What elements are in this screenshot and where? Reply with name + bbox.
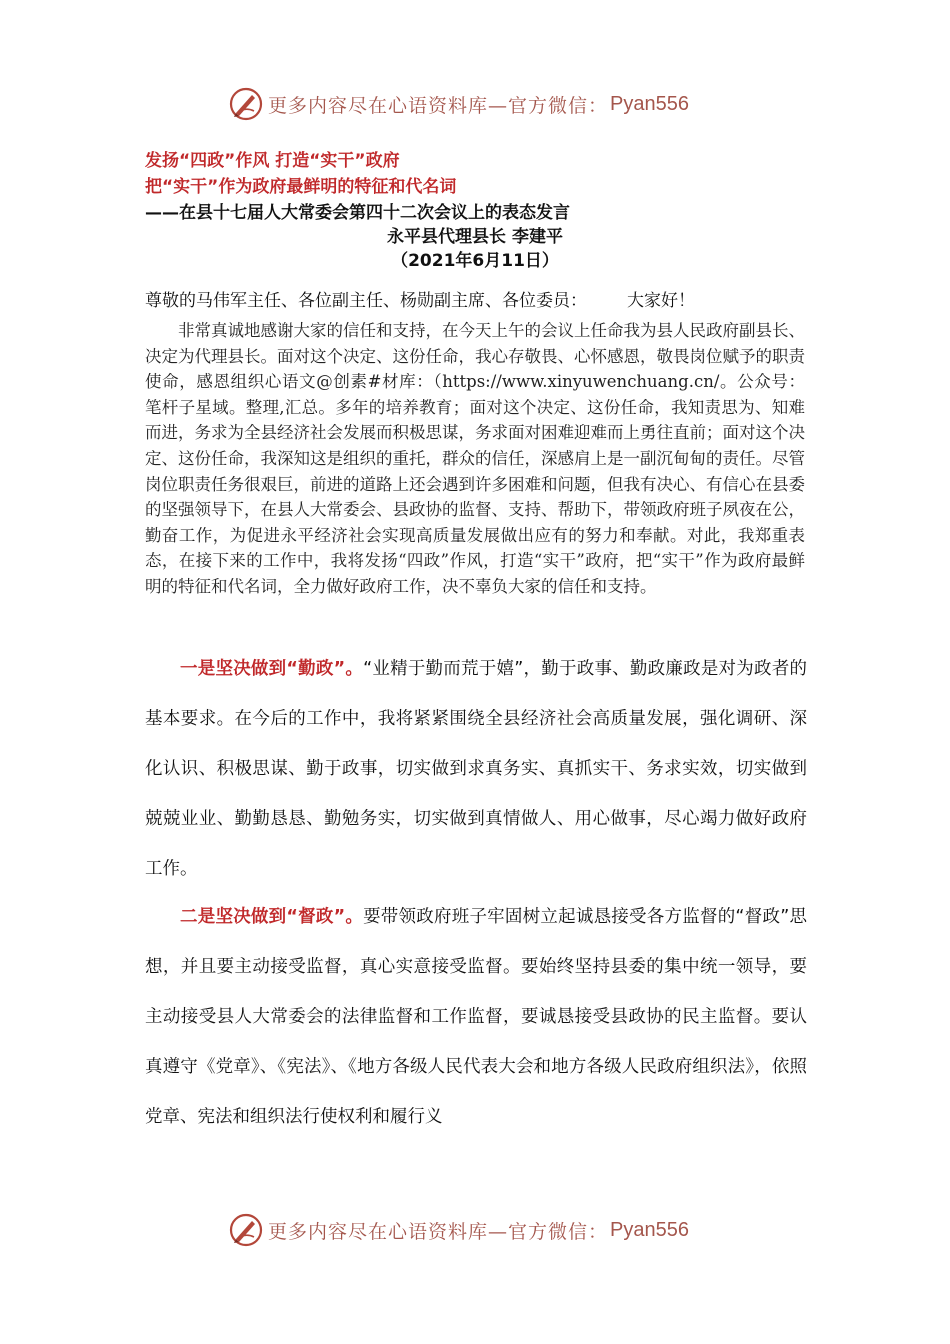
pen-logo-icon (228, 1212, 264, 1248)
pen-logo-icon (228, 86, 264, 122)
section-1-lead: 一是坚决做到“勤政”。 (180, 659, 364, 679)
footer-banner (228, 1210, 728, 1250)
section-2-body: 要带领政府班子牢固树立起诚恳接受各方监督的“督政”思想，并且要主动接受监督，真心实意接受监督。要始终坚持县委的集中统一领导，要主动接受县人大常委会的法律监督和工作监督，要诚恳接受县政协的民主监督。要认真遵守《党章》、《宪法》、《地方各级人民代表大会和地方各级人民政府组织法》，依照党章、宪法和组织法行使权利和履行义 (145, 907, 807, 1127)
section-1-body: “业精于勤而荒于嬉”，勤于政事、勤政廉政是对为政者的基本要求。在今后的工作中，我将紧紧围绕全县经济社会高质量发展，强化调研、深化认识、积极思谋、勤于政事，切实做到求真务实、真抓实干、务求实效，切实做到兢兢业业、勤勤恳恳、勤勉务实，切实做到真情做人、用心做事，尽心竭力做好政府工作。 (145, 659, 807, 879)
subtitle: ——在县十七届人大常委会第四十二次会议上的表态发言 (145, 203, 570, 223)
greeting (145, 286, 695, 311)
banner-text: 更多内容尽在心语资料库—官方微信： (268, 94, 609, 117)
paragraph-intro: 非常真诚地感谢大家的信任和支持，在今天上午的会议上任命我为县人民政府副县长、决定为代理县长。面对这个决定、这份任命，我心存敬畏、心怀感恩，敬畏岗位赋予的职责使命，感恩组织心语文@创素#材库：（https://www.xinyuwenchuang.cn/。公众号：笔杆子星域。整理,汇总。多年的培养教育；面对这个决定、这份任命，我知责思为、知难而进，务求为全县经济社会发展而积极思谋，务求面对困难迎难而上勇往直前；面对这个决定、这份任命，我深知这是组织的重托，群众的信任，深感肩上是一副沉甸甸的责任。尽管岗位职责任务很艰巨，前进的道路上还会遇到许多困难和问题，但我有决心、有信心在县委的坚强领导下，在县人大常委会、县政协的监督、支持、帮助下，带领政府班子夙夜在公，勤奋工作，为促进永平经济社会实现高质量发展做出应有的努力和奉献。对此，我郑重表态，在接下来的工作中，我将发扬“四政”作风，打造“实干”政府，把“实干”作为政府最鲜明的特征和代名词，全力做好政府工作，决不辜负大家的信任和支持。 (145, 321, 805, 596)
title-line-1: 发扬“四政”作风 打造“实干”政府 (145, 151, 400, 171)
section-2-lead: 二是坚决做到“督政”。 (180, 907, 364, 927)
section-diligent-governance (145, 644, 807, 894)
title-line-2: 把“实干”作为政府最鲜明的特征和代名词 (145, 177, 457, 197)
date: （2021年6月11日） (391, 251, 559, 271)
speaker: 永平县代理县长 李建平 (387, 227, 563, 247)
salutation: 尊敬的马伟军主任、各位副主任、杨勋副主席、各位委员： (145, 291, 587, 311)
banner-text: 更多内容尽在心语资料库—官方微信： (268, 1220, 609, 1243)
banner-wechat-id: Pyan556 (610, 92, 689, 115)
hello: 大家好！ (627, 291, 695, 311)
header-banner (228, 84, 728, 124)
banner-wechat-id: Pyan556 (610, 1218, 689, 1241)
section-supervised-governance (145, 892, 807, 1142)
